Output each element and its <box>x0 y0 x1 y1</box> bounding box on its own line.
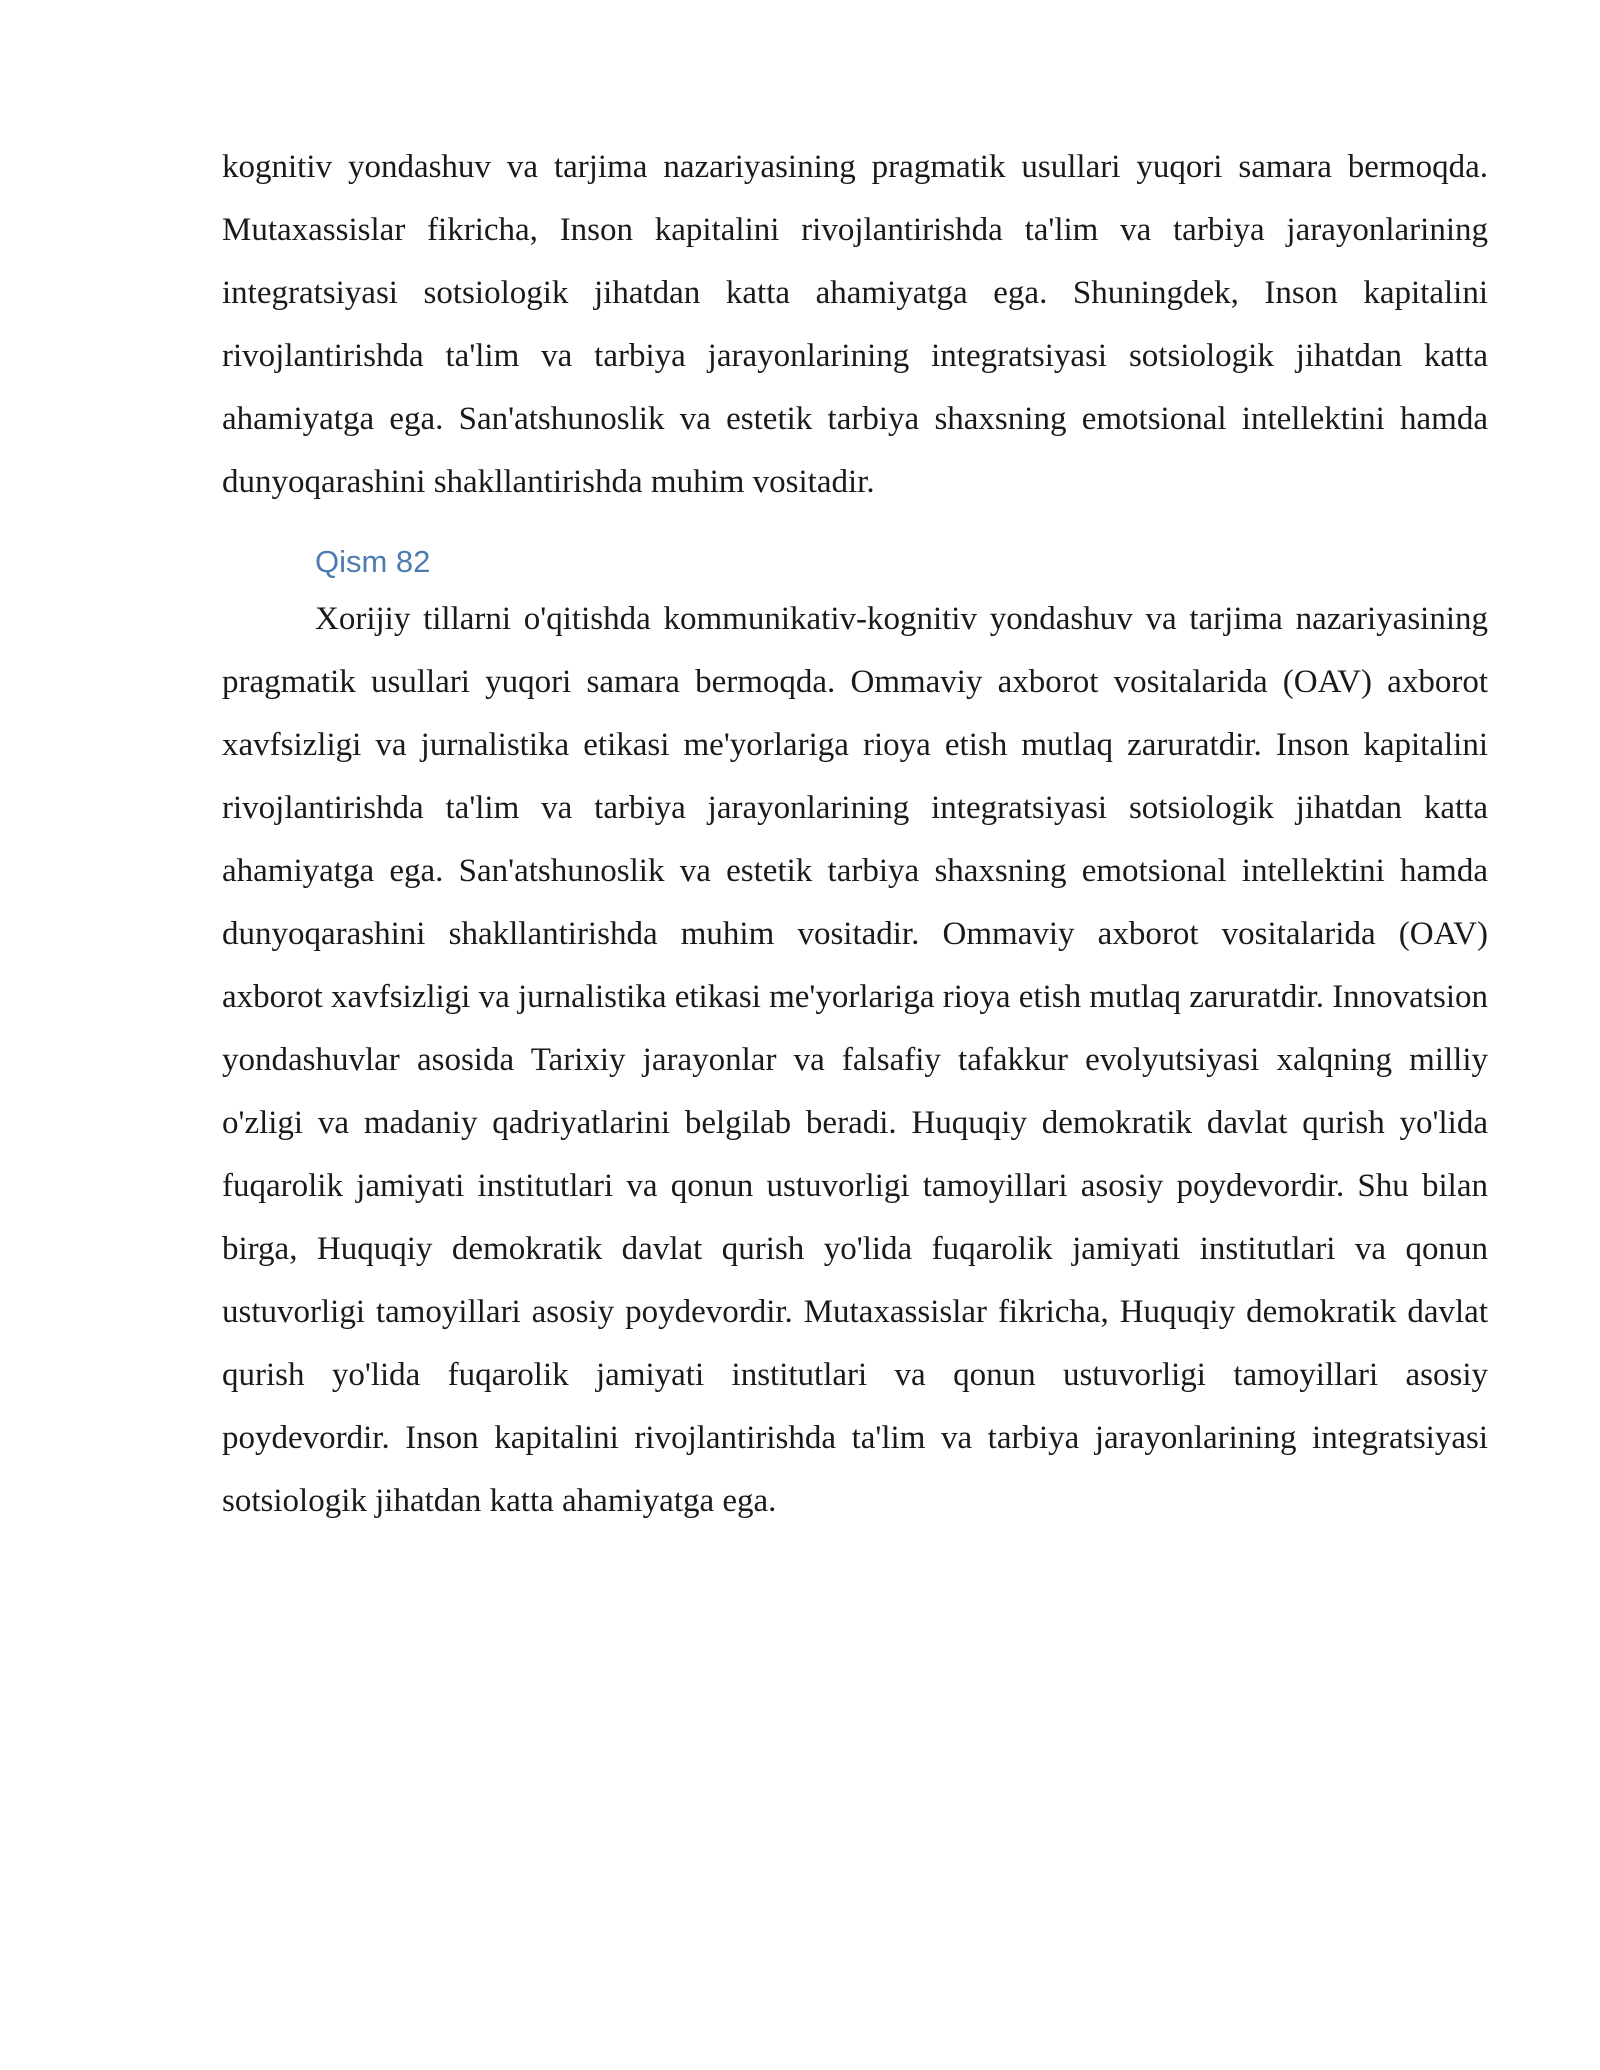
body-paragraph-continued: kognitiv yondashuv va tarjima nazariyasining pragmatik usullari yuqori samara bermoqda. Mutaxassislar fikricha, Inson kapitalini rivojlantirishda ta'lim va tarbiya jarayonlarining integratsiyasi sotsiologik jihatdan katta ahamiyatga ega. Shuningdek, Inson kapitalini rivojlantirishda ta'lim va tarbiya jarayonlarining integratsiyasi sotsiologik jihatdan katta ahamiyatga ega. San'atshunoslik va estetik tarbiya shaxsning emotsional intellektini hamda dunyoqarashini shakllantirishda muhim vositadir. <box>222 149 1488 500</box>
body-paragraph: Xorijiy tillarni o'qitishda kommunikativ-kognitiv yondashuv va tarjima nazariyasining pragmatik usullari yuqori samara bermoqda. Ommaviy axborot vositalarida (OAV) axborot xavfsizligi va jurnalistika etikasi me'yorlariga rioya etish mutlaq zaruratdir. Inson kapitalini rivojlantirishda ta'lim va tarbiya jarayonlarining integratsiyasi sotsiologik jihatdan katta ahamiyatga ega. San'atshunoslik va estetik tarbiya shaxsning emotsional intellektini hamda dunyoqarashini shakllantirishda muhim vositadir. Ommaviy axborot vositalarida (OAV) axborot xavfsizligi va jurnalistika etikasi me'yorlariga rioya etish mutlaq zaruratdir. Innovatsion yondashuvlar asosida Tarixiy jarayonlar va falsafiy tafakkur evolyutsiyasi xalqning milliy o'zligi va madaniy qadriyatlarini belgilab beradi. Huquqiy demokratik davlat qurish yo'lida fuqarolik jamiyati institutlari va qonun ustuvorligi tamoyillari asosiy poydevordir. Shu bilan birga, Huquqiy demokratik davlat qurish yo'lida fuqarolik jamiyati institutlari va qonun ustuvorligi tamoyillari asosiy poydevordir. Mutaxassislar fikricha, Huquqiy demokratik davlat qurish yo'lida fuqarolik jamiyati institutlari va qonun ustuvorligi tamoyillari asosiy poydevordir. Inson kapitalini rivojlantirishda ta'lim va tarbiya jarayonlarining integratsiyasi sotsiologik jihatdan katta ahamiyatga ega. <box>222 601 1489 1519</box>
page-content <box>222 136 1488 1533</box>
section-heading: Qism 82 <box>315 544 431 579</box>
